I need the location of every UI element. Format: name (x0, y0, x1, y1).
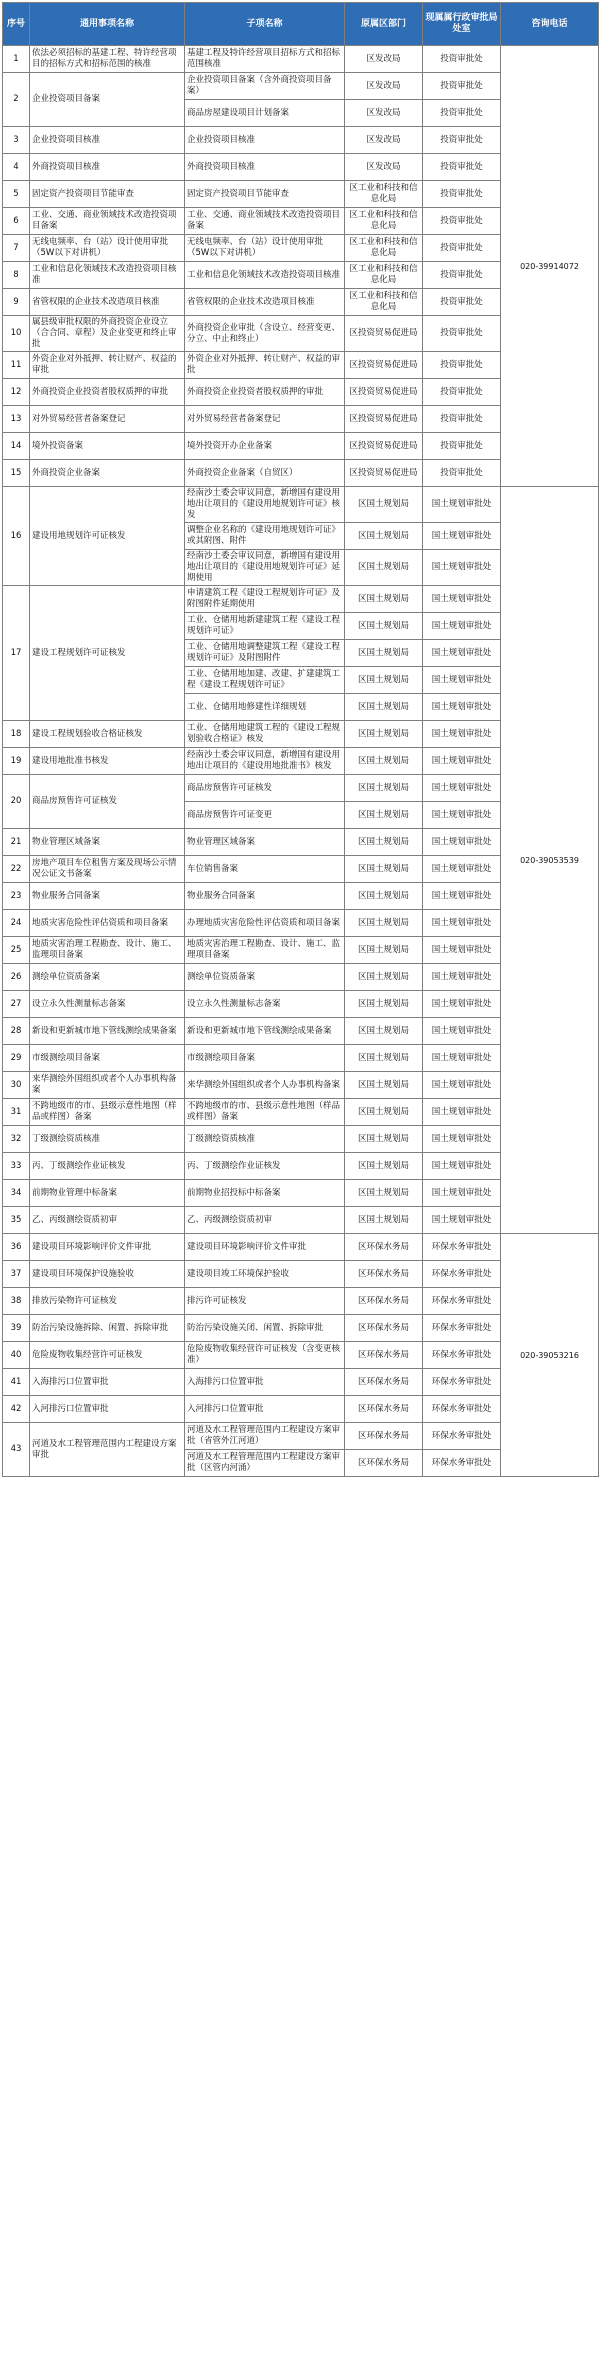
row-dept: 区发改局 (345, 73, 423, 100)
row-office: 国土规划审批处 (423, 991, 501, 1018)
row-dept: 区环保水务局 (345, 1423, 423, 1450)
row-sub-item: 外商投资项目核准 (185, 154, 345, 181)
row-serial: 25 (3, 937, 30, 964)
row-sub-item: 市级测绘项目备案 (185, 1045, 345, 1072)
row-item-name: 外资企业对外抵押、转让财产、权益的审批 (30, 352, 185, 379)
row-office: 国土规划审批处 (423, 964, 501, 991)
row-sub-item: 测绘单位资质备案 (185, 964, 345, 991)
row-dept: 区国土规划局 (345, 1099, 423, 1126)
row-office: 国土规划审批处 (423, 1126, 501, 1153)
row-item-name: 河道及水工程管理范围内工程建设方案审批 (30, 1423, 185, 1477)
row-item-name: 建设项目环境影响评价文件审批 (30, 1234, 185, 1261)
row-item-name: 危险废物收集经营许可证核发 (30, 1342, 185, 1369)
row-office: 投资审批处 (423, 235, 501, 262)
row-sub-item: 乙、丙级测绘资质初审 (185, 1207, 345, 1234)
row-sub-item: 外商投资企业审批（含设立、经营变更、分立、中止和终止） (185, 316, 345, 352)
row-serial: 24 (3, 910, 30, 937)
row-sub-item: 商品房预售许可证核发 (185, 775, 345, 802)
row-item-name: 设立永久性测量标志备案 (30, 991, 185, 1018)
row-office: 国土规划审批处 (423, 487, 501, 523)
row-office: 投资审批处 (423, 316, 501, 352)
row-sub-item: 丙、丁级测绘作业证核发 (185, 1153, 345, 1180)
row-item-name: 工业和信息化领域技术改造投资项目核准 (30, 262, 185, 289)
row-sub-item: 商品房预售许可证变更 (185, 802, 345, 829)
table-row (3, 46, 599, 73)
row-sub-item: 外商投资企业投资者股权质押的审批 (185, 379, 345, 406)
row-item-name: 依法必须招标的基建工程、特许经营项目的招标方式和招标范围的核准 (30, 46, 185, 73)
row-serial: 29 (3, 1045, 30, 1072)
row-dept: 区工业和科技和信息化局 (345, 208, 423, 235)
row-serial: 39 (3, 1315, 30, 1342)
row-office: 环保水务审批处 (423, 1261, 501, 1288)
row-serial: 42 (3, 1396, 30, 1423)
row-dept: 区国土规划局 (345, 937, 423, 964)
row-serial: 19 (3, 748, 30, 775)
row-office: 国土规划审批处 (423, 1153, 501, 1180)
row-item-name: 物业管理区域备案 (30, 829, 185, 856)
row-dept: 区国土规划局 (345, 883, 423, 910)
row-item-name: 境外投资备案 (30, 433, 185, 460)
row-dept: 区发改局 (345, 100, 423, 127)
row-sub-item: 工业、仓储用地调整建筑工程《建设工程规划许可证》及附图附件 (185, 640, 345, 667)
row-item-name: 建设项目环境保护设施验收 (30, 1261, 185, 1288)
row-item-name: 乙、丙级测绘资质初审 (30, 1207, 185, 1234)
row-sub-item: 地质灾害治理工程勘查、设计、施工、监理项目备案 (185, 937, 345, 964)
row-serial: 18 (3, 721, 30, 748)
row-item-name: 房地产项目车位租售方案及现场公示情况公证文书备案 (30, 856, 185, 883)
row-office: 国土规划审批处 (423, 1072, 501, 1099)
row-dept: 区国土规划局 (345, 1045, 423, 1072)
row-office: 国土规划审批处 (423, 586, 501, 613)
header-current-office: 现属属行政审批局处室 (423, 3, 501, 46)
row-sub-item: 工业、仓储用地建筑工程的《建设工程规划验收合格证》核发 (185, 721, 345, 748)
row-office: 环保水务审批处 (423, 1423, 501, 1450)
row-serial: 2 (3, 73, 30, 127)
row-item-name: 地质灾害治理工程勘查、设计、施工、监理项目备案 (30, 937, 185, 964)
table-body (3, 46, 599, 1477)
header-serial: 序号 (3, 3, 30, 46)
row-office: 国土规划审批处 (423, 640, 501, 667)
row-dept: 区国土规划局 (345, 748, 423, 775)
table-row (3, 487, 599, 523)
row-item-name: 入海排污口位置审批 (30, 1369, 185, 1396)
row-dept: 区投资贸易促进局 (345, 460, 423, 487)
row-office: 国土规划审批处 (423, 1099, 501, 1126)
header-sub-item: 子项名称 (185, 3, 345, 46)
row-sub-item: 境外投资开办企业备案 (185, 433, 345, 460)
row-sub-item: 经南沙土委会审议同意，新增国有建设用地出让项目的《建设用地规划许可证》延期使用 (185, 550, 345, 586)
row-dept: 区发改局 (345, 46, 423, 73)
row-item-name: 测绘单位资质备案 (30, 964, 185, 991)
row-sub-item: 建设项目环境影响评价文件审批 (185, 1234, 345, 1261)
row-phone: 020-39053539 (501, 487, 599, 1234)
row-office: 环保水务审批处 (423, 1369, 501, 1396)
row-office: 国土规划审批处 (423, 1045, 501, 1072)
row-sub-item: 前期物业招投标中标备案 (185, 1180, 345, 1207)
row-sub-item: 危险废物收集经营许可证核发（含变更核准） (185, 1342, 345, 1369)
row-item-name: 防治污染设施拆除、闲置、拆除审批 (30, 1315, 185, 1342)
row-item-name: 前期物业管理中标备案 (30, 1180, 185, 1207)
row-item-name: 企业投资项目核准 (30, 127, 185, 154)
row-office: 国土规划审批处 (423, 910, 501, 937)
row-serial: 27 (3, 991, 30, 1018)
row-dept: 区工业和科技和信息化局 (345, 262, 423, 289)
row-dept: 区国土规划局 (345, 964, 423, 991)
row-item-name: 物业服务合同备案 (30, 883, 185, 910)
row-dept: 区环保水务局 (345, 1288, 423, 1315)
row-sub-item: 申请建筑工程《建设工程规划许可证》及附图附件延期使用 (185, 586, 345, 613)
row-serial: 17 (3, 586, 30, 721)
row-office: 投资审批处 (423, 127, 501, 154)
row-office: 投资审批处 (423, 73, 501, 100)
row-dept: 区国土规划局 (345, 613, 423, 640)
row-dept: 区国土规划局 (345, 586, 423, 613)
row-office: 国土规划审批处 (423, 937, 501, 964)
row-dept: 区工业和科技和信息化局 (345, 289, 423, 316)
row-office: 国土规划审批处 (423, 694, 501, 721)
row-dept: 区环保水务局 (345, 1369, 423, 1396)
row-serial: 5 (3, 181, 30, 208)
row-serial: 21 (3, 829, 30, 856)
row-dept: 区国土规划局 (345, 1180, 423, 1207)
row-item-name: 不跨地级市的市、县级示意性地图（样品或样图）备案 (30, 1099, 185, 1126)
row-dept: 区国土规划局 (345, 667, 423, 694)
row-item-name: 建设用地批准书核发 (30, 748, 185, 775)
row-office: 投资审批处 (423, 46, 501, 73)
row-item-name: 外商投资企业备案 (30, 460, 185, 487)
header-original-dept: 原属区部门 (345, 3, 423, 46)
row-serial: 9 (3, 289, 30, 316)
row-serial: 41 (3, 1369, 30, 1396)
row-dept: 区国土规划局 (345, 1153, 423, 1180)
row-serial: 16 (3, 487, 30, 586)
row-item-name: 固定资产投资项目节能审查 (30, 181, 185, 208)
row-sub-item: 工业、仓储用地加建、改建、扩建建筑工程《建设工程规划许可证》 (185, 667, 345, 694)
row-serial: 33 (3, 1153, 30, 1180)
row-serial: 38 (3, 1288, 30, 1315)
row-office: 国土规划审批处 (423, 829, 501, 856)
row-dept: 区投资贸易促进局 (345, 316, 423, 352)
row-sub-item: 基建工程及特许经营项目招标方式和招标范围核准 (185, 46, 345, 73)
row-item-name: 新设和更新城市地下管线测绘成果备案 (30, 1018, 185, 1045)
row-office: 投资审批处 (423, 262, 501, 289)
row-dept: 区国土规划局 (345, 856, 423, 883)
row-serial: 7 (3, 235, 30, 262)
row-dept: 区国土规划局 (345, 694, 423, 721)
row-dept: 区国土规划局 (345, 991, 423, 1018)
row-office: 环保水务审批处 (423, 1450, 501, 1477)
row-dept: 区国土规划局 (345, 910, 423, 937)
row-item-name: 无线电频率、台（站）设计使用审批（5W以下对讲机） (30, 235, 185, 262)
row-item-name: 属县级审批权限的外商投资企业设立（合合同、章程）及企业变更和终止审批 (30, 316, 185, 352)
row-item-name: 外商投资企业投资者股权质押的审批 (30, 379, 185, 406)
row-sub-item: 外商投资企业备案（自贸区） (185, 460, 345, 487)
row-dept: 区投资贸易促进局 (345, 433, 423, 460)
row-office: 环保水务审批处 (423, 1342, 501, 1369)
row-sub-item: 工业、交通、商业领域技术改造投资项目备案 (185, 208, 345, 235)
row-sub-item: 调整企业名称的《建设用地规划许可证》或其附图、附件 (185, 523, 345, 550)
row-serial: 30 (3, 1072, 30, 1099)
row-office: 投资审批处 (423, 100, 501, 127)
row-item-name: 市级测绘项目备案 (30, 1045, 185, 1072)
row-dept: 区工业和科技和信息化局 (345, 235, 423, 262)
row-office: 环保水务审批处 (423, 1396, 501, 1423)
row-sub-item: 建设项目竣工环境保护验收 (185, 1261, 345, 1288)
header-general-item: 通用事项名称 (30, 3, 185, 46)
row-item-name: 地质灾害危险性评估资质和项目备案 (30, 910, 185, 937)
row-serial: 40 (3, 1342, 30, 1369)
row-item-name: 建设工程规划许可证核发 (30, 586, 185, 721)
row-dept: 区国土规划局 (345, 1072, 423, 1099)
row-office: 国土规划审批处 (423, 523, 501, 550)
row-sub-item: 工业、仓储用地新建建筑工程《建设工程规划许可证》 (185, 613, 345, 640)
row-office: 国土规划审批处 (423, 748, 501, 775)
service-table (2, 2, 599, 1477)
row-sub-item: 河道及水工程管理范围内工程建设方案审批（省管外江河道） (185, 1423, 345, 1450)
row-item-name: 对外贸易经营者备案登记 (30, 406, 185, 433)
row-serial: 11 (3, 352, 30, 379)
row-serial: 37 (3, 1261, 30, 1288)
row-office: 国土规划审批处 (423, 721, 501, 748)
row-serial: 36 (3, 1234, 30, 1261)
row-dept: 区国土规划局 (345, 487, 423, 523)
row-dept: 区发改局 (345, 127, 423, 154)
row-serial: 20 (3, 775, 30, 829)
row-phone: 020-39053216 (501, 1234, 599, 1477)
row-item-name: 排放污染物许可证核发 (30, 1288, 185, 1315)
row-dept: 区环保水务局 (345, 1315, 423, 1342)
row-dept: 区国土规划局 (345, 550, 423, 586)
row-dept: 区国土规划局 (345, 829, 423, 856)
row-serial: 10 (3, 316, 30, 352)
row-sub-item: 新设和更新城市地下管线测绘成果备案 (185, 1018, 345, 1045)
row-office: 国土规划审批处 (423, 802, 501, 829)
row-office: 国土规划审批处 (423, 667, 501, 694)
row-sub-item: 来华测绘外国组织或者个人办事机构备案 (185, 1072, 345, 1099)
row-dept: 区投资贸易促进局 (345, 379, 423, 406)
row-item-name: 企业投资项目备案 (30, 73, 185, 127)
row-sub-item: 固定资产投资项目节能审查 (185, 181, 345, 208)
row-office: 国土规划审批处 (423, 550, 501, 586)
row-office: 环保水务审批处 (423, 1234, 501, 1261)
row-sub-item: 经南沙土委会审议同意，新增国有建设用地出让项目的《建设用地批准书》核发 (185, 748, 345, 775)
row-serial: 22 (3, 856, 30, 883)
row-item-name: 丁级测绘资质核准 (30, 1126, 185, 1153)
row-dept: 区国土规划局 (345, 1018, 423, 1045)
row-serial: 1 (3, 46, 30, 73)
row-office: 投资审批处 (423, 289, 501, 316)
row-dept: 区投资贸易促进局 (345, 406, 423, 433)
row-office: 投资审批处 (423, 406, 501, 433)
row-item-name: 建设用地规划许可证核发 (30, 487, 185, 586)
row-serial: 31 (3, 1099, 30, 1126)
row-sub-item: 物业管理区域备案 (185, 829, 345, 856)
row-serial: 26 (3, 964, 30, 991)
row-dept: 区国土规划局 (345, 523, 423, 550)
row-serial: 43 (3, 1423, 30, 1477)
row-sub-item: 设立永久性测量标志备案 (185, 991, 345, 1018)
row-serial: 4 (3, 154, 30, 181)
row-dept: 区环保水务局 (345, 1396, 423, 1423)
row-item-name: 丙、丁级测绘作业证核发 (30, 1153, 185, 1180)
row-serial: 15 (3, 460, 30, 487)
row-office: 环保水务审批处 (423, 1288, 501, 1315)
row-office: 国土规划审批处 (423, 856, 501, 883)
row-sub-item: 入海排污口位置审批 (185, 1369, 345, 1396)
row-item-name: 外商投资项目核准 (30, 154, 185, 181)
row-serial: 13 (3, 406, 30, 433)
row-office: 国土规划审批处 (423, 883, 501, 910)
row-item-name: 建设工程规划验收合格证核发 (30, 721, 185, 748)
row-office: 投资审批处 (423, 181, 501, 208)
row-sub-item: 排污许可证核发 (185, 1288, 345, 1315)
row-sub-item: 防治污染设施关闭、闲置、拆除审批 (185, 1315, 345, 1342)
row-sub-item: 工业和信息化领域技术改造投资项目核准 (185, 262, 345, 289)
row-office: 国土规划审批处 (423, 1018, 501, 1045)
row-office: 环保水务审批处 (423, 1315, 501, 1342)
row-office: 投资审批处 (423, 352, 501, 379)
row-serial: 12 (3, 379, 30, 406)
row-item-name: 入河排污口位置审批 (30, 1396, 185, 1423)
row-serial: 23 (3, 883, 30, 910)
row-dept: 区环保水务局 (345, 1450, 423, 1477)
row-office: 投资审批处 (423, 433, 501, 460)
row-sub-item: 办理地质灾害危险性评估资质和项目备案 (185, 910, 345, 937)
row-item-name: 省管权限的企业技术改造项目核准 (30, 289, 185, 316)
row-office: 投资审批处 (423, 460, 501, 487)
row-sub-item: 无线电频率、台（站）设计使用审批（5W以下对讲机） (185, 235, 345, 262)
row-sub-item: 入河排污口位置审批 (185, 1396, 345, 1423)
row-sub-item: 外资企业对外抵押、转让财产、权益的审批 (185, 352, 345, 379)
row-serial: 35 (3, 1207, 30, 1234)
row-dept: 区国土规划局 (345, 802, 423, 829)
row-item-name: 来华测绘外国组织或者个人办事机构备案 (30, 1072, 185, 1099)
row-sub-item: 商品房屋建设项目计划备案 (185, 100, 345, 127)
row-sub-item: 丁级测绘资质核准 (185, 1126, 345, 1153)
table-row (3, 1234, 599, 1261)
row-office: 投资审批处 (423, 154, 501, 181)
row-office: 国土规划审批处 (423, 1180, 501, 1207)
row-dept: 区国土规划局 (345, 640, 423, 667)
row-sub-item: 河道及水工程管理范围内工程建设方案审批（区管内河涌） (185, 1450, 345, 1477)
row-dept: 区环保水务局 (345, 1234, 423, 1261)
row-dept: 区环保水务局 (345, 1342, 423, 1369)
row-sub-item: 企业投资项目备案（含外商投资项目备案） (185, 73, 345, 100)
row-serial: 14 (3, 433, 30, 460)
row-item-name: 工业、交通、商业领域技术改造投资项目备案 (30, 208, 185, 235)
row-phone: 020-39914072 (501, 46, 599, 487)
table-header-row (3, 3, 599, 46)
row-dept: 区国土规划局 (345, 1126, 423, 1153)
row-serial: 3 (3, 127, 30, 154)
row-serial: 34 (3, 1180, 30, 1207)
row-office: 国土规划审批处 (423, 1207, 501, 1234)
row-sub-item: 车位销售备案 (185, 856, 345, 883)
row-sub-item: 企业投资项目核准 (185, 127, 345, 154)
row-sub-item: 省管权限的企业技术改造项目核准 (185, 289, 345, 316)
row-dept: 区环保水务局 (345, 1261, 423, 1288)
row-item-name: 商品房预售许可证核发 (30, 775, 185, 829)
row-sub-item: 物业服务合同备案 (185, 883, 345, 910)
row-serial: 6 (3, 208, 30, 235)
row-serial: 32 (3, 1126, 30, 1153)
row-office: 投资审批处 (423, 379, 501, 406)
row-office: 国土规划审批处 (423, 613, 501, 640)
header-phone: 咨询电话 (501, 3, 599, 46)
row-office: 国土规划审批处 (423, 775, 501, 802)
row-dept: 区工业和科技和信息化局 (345, 181, 423, 208)
row-sub-item: 经南沙土委会审议同意，新增国有建设用地出让项目的《建设用地规划许可证》核发 (185, 487, 345, 523)
row-serial: 28 (3, 1018, 30, 1045)
row-sub-item: 工业、仓储用地修建性详细规划 (185, 694, 345, 721)
row-office: 投资审批处 (423, 208, 501, 235)
row-serial: 8 (3, 262, 30, 289)
row-dept: 区国土规划局 (345, 775, 423, 802)
row-dept: 区投资贸易促进局 (345, 352, 423, 379)
row-dept: 区发改局 (345, 154, 423, 181)
row-sub-item: 对外贸易经营者备案登记 (185, 406, 345, 433)
row-sub-item: 不跨地级市的市、县级示意性地图（样品或样图）备案 (185, 1099, 345, 1126)
row-dept: 区国土规划局 (345, 1207, 423, 1234)
row-dept: 区国土规划局 (345, 721, 423, 748)
